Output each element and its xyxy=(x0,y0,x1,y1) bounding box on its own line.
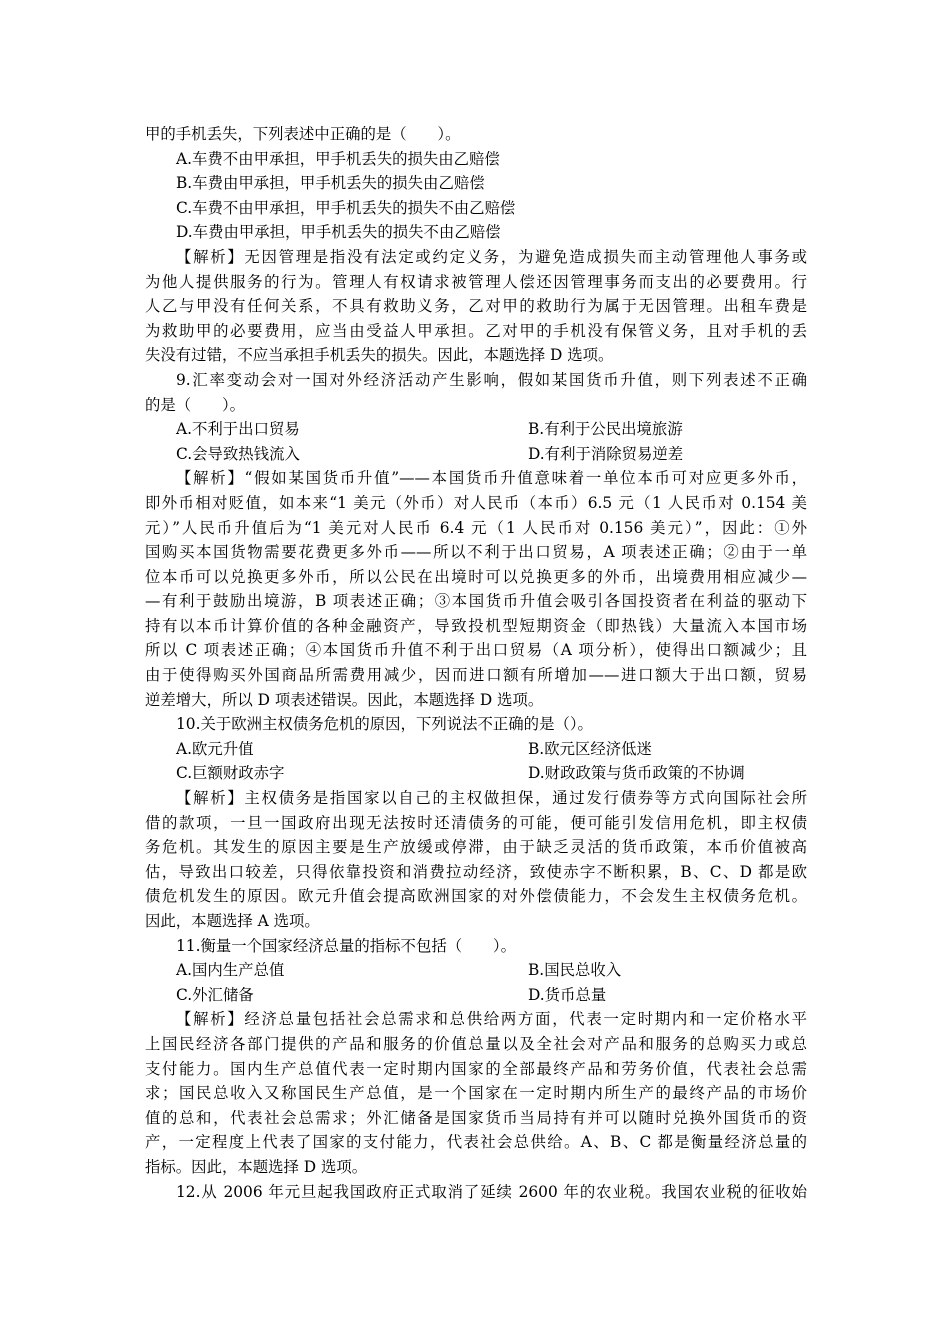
q10-stem: 10.关于欧洲主权债务危机的原因，下列说法不正确的是（）。 xyxy=(176,715,593,734)
q9-analysis-line: 持有以本币计算价值的各种金融资产，导致投机型短期资金（即热钱）大量流入本国市场 xyxy=(145,616,807,635)
q8-analysis-line: 【解析】无因管理是指没有法定或约定义务，为避免造成损失而主动管理他人事务或 xyxy=(176,247,807,266)
q8-analysis-line: 失没有过错，不应当承担手机丢失的损失。因此，本题选择 D 选项。 xyxy=(145,346,614,365)
q11-option-b: B.国民总收入 xyxy=(528,961,622,980)
q10-option-c: C.巨额财政赤字 xyxy=(176,764,285,783)
q12-stem: 12.从 2006 年元旦起我国政府正式取消了延续 2600 年的农业税。我国农业税的征收始 xyxy=(176,1182,807,1201)
q11-options-row-2 xyxy=(145,983,807,1008)
q10-option-a: A.欧元升值 xyxy=(176,739,254,758)
q11-analysis-line: 支付能力。国内生产总值代表一定时期内国家的全部最终产品和劳务价值，代表社会总需 xyxy=(145,1059,807,1078)
q10-analysis xyxy=(145,786,807,934)
q8-analysis-line: 为他人提供服务的行为。管理人有权请求被管理人偿还因管理事务而支出的必要费用。行 xyxy=(145,272,807,291)
q8-option-a: A.车费不由甲承担，甲手机丢失的损失由乙赔偿 xyxy=(176,149,500,168)
q9-option-a: A.不利于出口贸易 xyxy=(176,420,300,439)
q8-analysis xyxy=(145,245,807,368)
q11-options-row-1 xyxy=(145,958,807,983)
q9-stem-line: 的是（ ）。 xyxy=(145,395,246,414)
q10-analysis-line: 【解析】主权债务是指国家以自己的主权做担保，通过发行债券等方式向国际社会所 xyxy=(176,789,807,808)
q9-analysis-line: 由于使得购买外国商品所需费用减少，因而进口额有所增加——进口额大于出口额，贸易 xyxy=(145,666,807,685)
q11-analysis-line: 求；国民总收入又称国民生产总值，是一个国家在一定时期内所生产的最终产品的市场价 xyxy=(145,1084,807,1103)
q11-option-d: D.货币总量 xyxy=(528,985,607,1004)
q9-analysis-line: —有利于鼓励出境游，B 项表述正确；③本国货币升值会吸引各国投资者在利益的驱动下 xyxy=(145,592,807,611)
q10-analysis-line: 债危机发生的原因。欧元升值会提高欧洲国家的对外偿债能力，不会发生主权债务危机。 xyxy=(145,887,807,906)
q9-analysis xyxy=(145,466,807,712)
q9-analysis-line: 逆差增大，所以 D 项表述错误。因此，本题选择 D 选项。 xyxy=(145,690,544,709)
q9-analysis-line: 元）”人民币升值后为“1 美元对人民币 6.4 元（1 人民币对 0.156 美元）”，因此：①外 xyxy=(145,518,807,537)
q8-option-d: D.车费由甲承担，甲手机丢失的损失不由乙赔偿 xyxy=(176,223,501,242)
q9-options-row-2 xyxy=(145,442,807,467)
q8-stem-end: 甲的手机丢失，下列表述中正确的是（ ）。 xyxy=(145,125,461,143)
q9-stem-line: 9.汇率变动会对一国对外经济活动产生影响，假如某国货币升值，则下列表述不正确 xyxy=(176,370,807,389)
q9-analysis-line: 即外币相对贬值，如本来“1 美元（外币）对人民币（本币）6.5 元（1 人民币对 0.154 美 xyxy=(145,493,807,512)
document-page xyxy=(145,122,807,1204)
q11-option-a: A.国内生产总值 xyxy=(176,961,285,980)
q11-analysis xyxy=(145,1007,807,1179)
q11-stem: 11.衡量一个国家经济总量的指标不包括（ ）。 xyxy=(176,936,516,955)
q10-analysis-line: 务危机。其发生的原因主要是生产放缓或停滞，由于缺乏灵活的货币政策，本币价值被高 xyxy=(145,838,807,857)
q9-options-row-1 xyxy=(145,417,807,442)
q11-analysis-line: 【解析】经济总量包括社会总需求和总供给两方面，代表一定时期内和一定价格水平 xyxy=(176,1010,807,1029)
q11-analysis-line: 指标。因此，本题选择 D 选项。 xyxy=(145,1157,368,1176)
q10-analysis-line: 估，导致出口较差，只得依靠投资和消费拉动经济，致使赤字不断积累，B、C、D 都是欧 xyxy=(145,862,807,881)
q10-options-row-2 xyxy=(145,761,807,786)
q9-stem xyxy=(145,368,807,417)
q11-analysis-line: 上国民经济各部门提供的产品和服务的价值总量以及全社会对产品和服务的总购买力或总 xyxy=(145,1034,807,1053)
q8-analysis-line: 人乙与甲没有任何关系，不具有救助义务，乙对甲的救助行为属于无因管理。出租车费是 xyxy=(145,297,807,316)
q10-option-b: B.欧元区经济低迷 xyxy=(528,739,652,758)
q9-analysis-line: 所以 C 项表述正确；④本国货币升值不利于出口贸易（A 项分析），使得出口额减少；且 xyxy=(145,641,807,660)
q9-option-d: D.有利于消除贸易逆差 xyxy=(528,444,684,463)
q8-option-c: C.车费不由甲承担，甲手机丢失的损失不由乙赔偿 xyxy=(176,198,516,217)
q9-analysis-line: 位本币可以兑换更多外币，所以公民在出境时可以兑换更多的外币，出境费用相应减少— xyxy=(145,567,807,586)
q10-analysis-line: 借的款项，一旦一国政府出现无法按时还清债务的可能，便可能引发信用危机，即主权债 xyxy=(145,813,807,832)
q9-option-b: B.有利于公民出境旅游 xyxy=(528,420,683,439)
q8-analysis-line: 为救助甲的必要费用，应当由受益人甲承担。乙对甲的手机没有保管义务，且对手机的丢 xyxy=(145,321,807,340)
q11-option-c: C.外汇储备 xyxy=(176,985,254,1004)
q10-options-row-1 xyxy=(145,737,807,762)
q9-option-c: C.会导致热钱流入 xyxy=(176,444,300,463)
q11-analysis-line: 产，一定程度上代表了国家的支付能力，代表社会总供给。A、B、C 都是衡量经济总量的 xyxy=(145,1133,807,1152)
q10-option-d: D.财政政策与货币政策的不协调 xyxy=(528,764,745,783)
q10-analysis-line: 因此，本题选择 A 选项。 xyxy=(145,912,320,930)
q9-analysis-line: 【解析】“假如某国货币升值”——本国货币升值意味着一单位本币可对应更多外币， xyxy=(176,469,807,488)
q11-analysis-line: 值的总和，代表社会总需求；外汇储备是国家货币当局持有并可以随时兑换外国货币的资 xyxy=(145,1108,807,1127)
q9-analysis-line: 国购买本国货物需要花费更多外币——所以不利于出口贸易，A 项表述正确；②由于一单 xyxy=(145,543,807,562)
q8-option-b: B.车费由甲承担，甲手机丢失的损失由乙赔偿 xyxy=(176,174,485,193)
